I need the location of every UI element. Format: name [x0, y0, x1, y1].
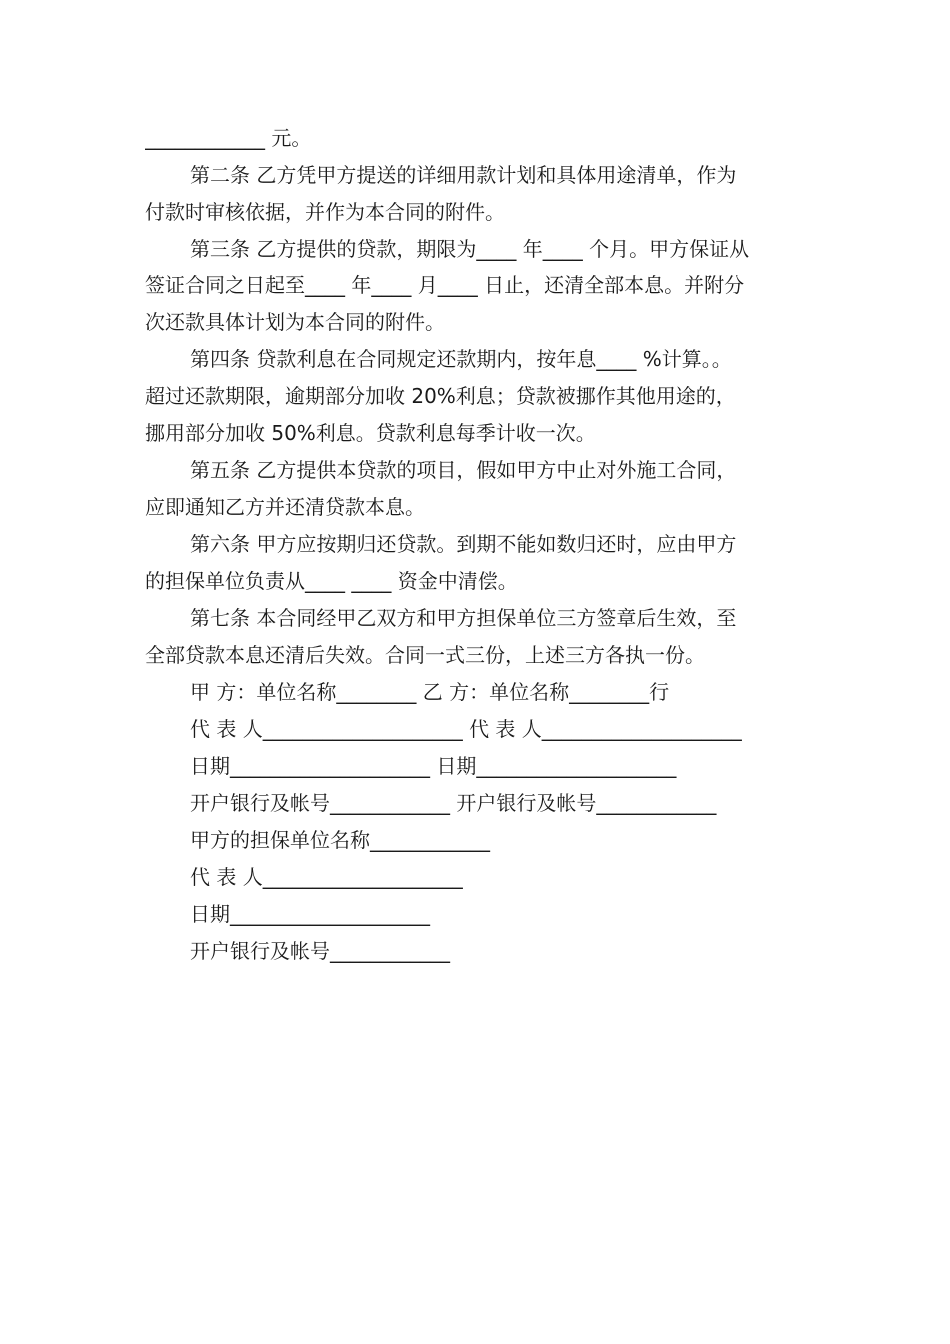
amount-continuation-line: ____________ 元。	[145, 126, 312, 150]
article-2-line-1: 第二条 乙方凭甲方提送的详细用款计划和具体用途清单，作为	[190, 163, 737, 187]
article-5-line-2: 应即通知乙方并还清贷款本息。	[145, 495, 425, 519]
article-6-line-1: 第六条 甲方应按期归还贷款。到期不能如数归还时，应由甲方	[190, 532, 737, 556]
guarantor-date-line: 日期____________________	[190, 902, 430, 926]
article-3-line-3: 次还款具体计划为本合同的附件。	[145, 310, 445, 334]
article-2-line-2: 付款时审核依据，并作为本合同的附件。	[145, 200, 505, 224]
article-6-line-2: 的担保单位负责从____ ____ 资金中清偿。	[145, 569, 518, 593]
article-4-line-3: 挪用部分加收 50%利息。贷款利息每季计收一次。	[145, 421, 596, 445]
article-4-line-2: 超过还款期限，逾期部分加收 20%利息；贷款被挪作其他用途的，	[145, 384, 736, 408]
article-5-line-1: 第五条 乙方提供本贷款的项目，假如甲方中止对外施工合同，	[190, 458, 737, 482]
article-3-line-2: 签证合同之日起至____ 年____ 月____ 日止，还清全部本息。并附分	[145, 273, 745, 297]
signature-party-names: 甲 方：单位名称________ 乙 方：单位名称________行	[190, 680, 670, 704]
article-3-line-1: 第三条 乙方提供的贷款，期限为____ 年____ 个月。甲方保证从	[190, 237, 750, 261]
signature-representatives: 代 表 人____________________ 代 表 人____________________	[190, 717, 742, 741]
guarantor-name-line: 甲方的担保单位名称____________	[190, 828, 490, 852]
signature-dates: 日期____________________ 日期____________________	[190, 754, 677, 778]
article-7-line-2: 全部贷款本息还清后失效。合同一式三份，上述三方各执一份。	[145, 643, 705, 667]
signature-bank-accounts: 开户银行及帐号____________ 开户银行及帐号____________	[190, 791, 717, 815]
guarantor-representative-line: 代 表 人____________________	[190, 865, 463, 889]
article-7-line-1: 第七条 本合同经甲乙双方和甲方担保单位三方签章后生效，至	[190, 606, 737, 630]
article-4-line-1: 第四条 贷款利息在合同规定还款期内，按年息____ %计算。。	[190, 347, 732, 371]
guarantor-bank-account-line: 开户银行及帐号____________	[190, 939, 450, 963]
